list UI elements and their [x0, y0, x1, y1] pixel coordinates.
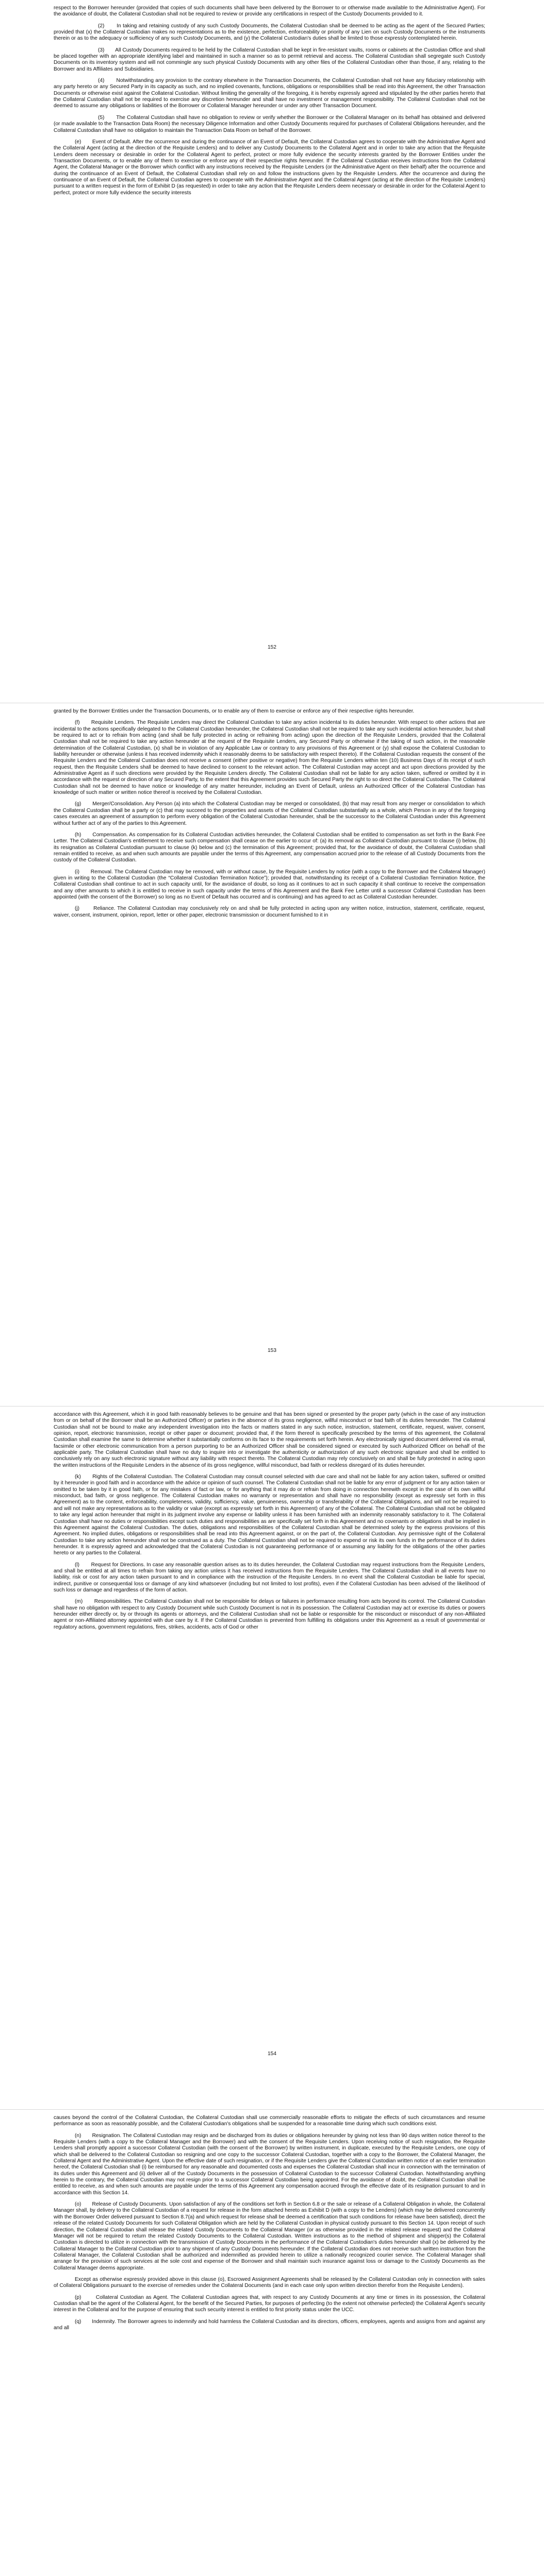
paragraph-custodian-as-agent: (p) Collateral Custodian as Agent. The Collateral Custodian agrees that, with respect to any Custody Documents at any time or times in its possession, the Collateral Custodian shall be the agent of the Collateral Agent, for the benefit of the Secured Parties, for purposes of perfecting (to the extent not otherwise perfected) the Collateral Agent's security interest in the Collateral and for the purpose of ensuring that such security interest is entitled to first priority status under the UCC.	[54, 2294, 485, 2313]
paragraph-continuation: causes beyond the control of the Collateral Custodian, the Collateral Custodian shall use commercially reasonable efforts to mitigate the effects of such circumstances and resume performance as soon as reasonably possible, and the Collateral Custodian's obligations shall be suspended for a reasonable time during which such conditions exist.	[54, 2115, 485, 2127]
document-page-154	[0, 1406, 544, 2110]
document-page-152	[0, 0, 544, 703]
page-number: 153	[268, 1347, 276, 1353]
paragraph-continuation: granted by the Borrower Entities under the Transaction Documents, or to enable any of them to exercise or enforce any of their respective rights hereunder.	[54, 708, 415, 714]
paragraph-clause-5: (5) The Collateral Custodian shall have no obligation to review or verify whether the Borrower or the Collateral Manager on its behalf has obtained and delivered (or made available to the Transaction Data Room) the necessary Diligence Information and other Custody Documents required for purchases of Collateral Obligations hereunder, and the Collateral Custodian shall have no obligation to maintain the Transaction Data Room on behalf of the Borrower.	[54, 114, 485, 133]
paragraph-indemnity: (q) Indemnity. The Borrower agrees to indemnify and hold harmless the Collateral Custodian and its directors, officers, employees, agents and assigns from and against any and all	[54, 2318, 485, 2331]
paragraph-responsibilities: (m) Responsibilities. The Collateral Custodian shall not be responsible for delays or failures in performance resulting from acts beyond its control. The Collateral Custodian shall have no obligation with respect to any Custody Document while such Custody Document is not in its possession. The Collateral Custodian may act or exercise its duties or powers hereunder either directly or, by or through its agents or attorneys, and the Collateral Custodian shall not be liable or responsible for the misconduct or misconduct of any non-Affiliated agent or non-Affiliated attorney appointed with due care by it. If the Collateral Custodian is prevented from fulfilling its obligations under this Agreement as a result of governmental or regulatory actions, government regulations, fires, strikes, accidents, acts of God or other	[54, 1599, 485, 1630]
paragraph-requisite-lenders: (f) Requisite Lenders. The Requisite Lenders may direct the Collateral Custodian to take any action incidental to its duties hereunder. With respect to other actions that are incidental to the actions specifically delegated to the Collateral Custodian hereunder, the Collateral Custodian shall not be required to take any such incidental action hereunder, but shall be required to act or to refrain from acting (and shall be fully protected in acting or refraining from acting) upon the direction of the Requisite Lenders, provided that the Collateral Custodian shall not be required to take any action hereunder at the request of the Requisite Lenders, any Secured Party or otherwise if the taking of such action, in the reasonable determination of the Collateral Custodian, (x) shall be in violation of any Applicable Law or contrary to any provisions of this Agreement or (y) shall expose the Collateral Custodian to liability hereunder or otherwise (unless it has received indemnity which it reasonably deems to be satisfactory with respect thereto). If the Collateral Custodian requests the consent of the Requisite Lenders and the Collateral Custodian does not receive a consent (either positive or negative) from the Requisite Lenders within ten (10) Business Days of its receipt of such request, then the Requisite Lenders shall be deemed to have declined to consent to the relevant action. The Collateral Custodian may accept and act upon directions provided by the Administrative Agent as if such directions were provided by the Requisite Lenders directly. The Collateral Custodian shall not be liable for any action taken, suffered or omitted by it in accordance with the request or direction of any Secured Party, to the extent that this Agreement provides such Secured Party the right to so direct the Collateral Custodian. The Collateral Custodian shall not be deemed to have notice or knowledge of any matter hereunder, including an Event of Default, unless an Authorized Officer of the Collateral Custodian has knowledge of such matter or written notice thereof is received by the Collateral Custodian.	[54, 720, 485, 796]
paragraph-request-for-directions: (l) Request for Directions. In case any reasonable question arises as to its duties hereunder, the Collateral Custodian may request instructions from the Requisite Lenders, and shall be entitled at all times to refrain from taking any action unless it has received instructions from the Requisite Lenders. The Collateral Custodian shall in all events have no liability, risk or cost for any action taken pursuant to and in compliance with the instruction of the Requisite Lenders. In no event shall the Collateral Custodian be liable for special, indirect, punitive or consequential loss or damage of any kind whatsoever (including but not limited to lost profits), even if the Collateral Custodian has been advised of the likelihood of such loss or damage and regardless of the form of action.	[54, 1562, 485, 1593]
paragraph-rights-of-custodian: (k) Rights of the Collateral Custodian. The Collateral Custodian may consult counsel selected with due care and shall not be liable for any action taken, suffered or omitted by it hereunder in good faith and in accordance with the advice or opinion of such counsel. The Collateral Custodian shall not be liable for any error of judgment or for any action taken or omitted to be taken by it in good faith, or for any mistakes of fact or law, or for anything that it may do or refrain from doing in connection herewith except in the case of its own willful misconduct, bad faith, or gross negligence. The Collateral Custodian makes no warranty or representation and shall have no responsibility (except as expressly set forth in this Agreement) as to the content, enforceability, completeness, validity, sufficiency, value, genuineness, ownership or transferability of the Collateral Obligations, and will not be required to and will not make any representations as to the validity or value (except as expressly set forth in this Agreement) of any of the Collateral. The Collateral Custodian shall not be obligated to take any legal action hereunder that might in its judgment involve any expense or liability unless it has been furnished with an indemnity reasonably satisfactory to it. The Collateral Custodian shall have no duties or responsibilities except such duties and responsibilities as are specifically set forth in this Agreement and no covenants or obligations shall be implied in this Agreement against the Collateral Custodian. The duties, obligations and responsibilities of the Collateral Custodian shall be determined solely by the express provisions of this Agreement. No implied duties, obligations or responsibilities shall be read into this Agreement against, or on the part of, the Collateral Custodian. Any permissive right of the Collateral Custodian to take any action hereunder shall not be construed as a duty. The Collateral Custodian shall not be required to expend or risk its own funds in the performance of its duties hereunder. It is expressly agreed and acknowledged that the Collateral Custodian is not guaranteeing performance of or assuming any liability for the obligations of the other parties hereto or any parties to the Collateral.	[54, 1474, 485, 1556]
paragraph-clause-4: (4) Notwithstanding any provision to the contrary elsewhere in the Transaction Documents, the Collateral Custodian shall not have any fiduciary relationship with any party hereto or any Secured Party in its capacity as such, and no implied covenants, functions, obligations or responsibilities shall be read into this Agreement, the other Transaction Documents or otherwise exist against the Collateral Custodian. Without limiting the generality of the foregoing, it is hereby expressly agreed and stipulated by the other parties hereto that the Collateral Custodian shall not be required to exercise any discretion hereunder and shall have no investment or management responsibility. The Collateral Custodian shall not be deemed to assume any obligations or liabilities of the Borrower or Collateral Manager hereunder or under any other Transaction Document.	[54, 78, 485, 109]
paragraph-escrowed-assignments: Except as otherwise expressly provided above in this clause (o), Escrowed Assignment Agreements shall be released by the Collateral Custodian only in connection with sales of Collateral Obligations pursuant to the exercise of remedies under the Collateral Documents (and in each case only upon written direction therefor from the Requisite Lenders).	[54, 2276, 485, 2289]
document-page-153	[0, 703, 544, 1406]
page-number: 152	[268, 644, 276, 650]
paragraph-merger-consolidation: (g) Merger/Consolidation. Any Person (a) into which the Collateral Custodian may be merged or consolidated, (b) that may result from any merger or consolidation to which the Collateral Custodian shall be a party or (c) that may succeed to the properties and assets of the Collateral Custodian substantially as a whole, which Person in any of the foregoing cases executes an agreement of assumption to perform every obligation of the Collateral Custodian hereunder, shall be the successor to the Collateral Custodian under this Agreement without further act of any of the parties to this Agreement.	[54, 801, 485, 826]
paragraph-release-of-documents: (o) Release of Custody Documents. Upon satisfaction of any of the conditions set forth in Section 6.8 or the sale or release of a Collateral Obligation in whole, the Collateral Manager shall, by delivery to the Collateral Custodian of a request for release in the form attached hereto as Exhibit D (with a copy to the Lenders) (which may be delivered concurrently with the Borrower Order delivered pursuant to Section 8.7(a) and which request for release shall be deemed a certification that such conditions for release have been satisfied), direct the release of the related Custody Documents for such Collateral Obligation which are held by the Collateral Custodian in physical custody pursuant to this Section 14. Upon receipt of such direction, the Collateral Custodian shall release the related Custody Documents to the Collateral Manager (or as otherwise provided in the related release request) and the Collateral Manager will not be required to return the related Custody Documents to the Collateral Custodian. Written instructions as to the method of shipment and shipper(s) the Collateral Custodian is directed to utilize in connection with the transmission of Custody Documents in the performance of the Collateral Custodian's duties hereunder shall (x) be delivered by the Collateral Manager to the Collateral Custodian prior to any shipment of any Custody Documents hereunder. If the Collateral Custodian does not receive such written instruction from the Collateral Manager, the Collateral Custodian shall be authorized and indemnified as provided herein to utilize a nationally recognized courier service. The Collateral Manager shall arrange for the provision of such services at the sole cost and expense of the Borrower and shall maintain such insurance against loss or damage to the Custody Documents as the Collateral Manager deems appropriate.	[54, 2201, 485, 2271]
paragraph-event-of-default: (e) Event of Default. After the occurrence and during the continuance of an Event of Default, the Collateral Custodian agrees to cooperate with the Administrative Agent and the Collateral Agent (acting at the direction of the Requisite Lenders) and to deliver any Custody Documents to the Collateral Agent and in order to take any action that the Requisite Lenders deem necessary or desirable in order for the Collateral Agent to perfect, protect or more fully evidence the security interests granted by the Borrower Entities under the Transaction Documents, or to enable any of them to exercise or enforce any of their respective rights hereunder. If the Collateral Custodian receives instructions from the Collateral Agent, the Collateral Manager or the Borrower which conflict with any instructions received by the Requisite Lenders (or the Administrative Agent on their behalf) after the occurrence and during the continuance of an Event of Default, the Collateral Custodian shall rely on and follow the instructions given by the Requisite Lenders. After the occurrence and during the continuance of an Event of Default, the Collateral Custodian agrees to cooperate with the Administrative Agent and the Collateral Agent (acting at the direction of the Requisite Lenders) pursuant to a written request in the form of Exhibit D (as requested) in order to take any action that the Requisite Lenders deem necessary or desirable in order for the Collateral Agent to perfect, protect or more fully evidence the security interests	[54, 139, 485, 196]
page-number: 154	[268, 2050, 276, 2057]
paragraph-continuation: accordance with this Agreement, which it in good faith reasonably believes to be genuine and that has been signed or presented by the proper party (which in the case of any instruction from or on behalf of the Borrower shall be an Authorized Officer) or parties in the absence of its gross negligence, willful misconduct or bad faith of its duties hereunder. The Collateral Custodian shall not be bound to make any independent investigation into the facts or matters stated in any such notice, instruction, statement, certificate, request, waiver, consent, opinion, report, electronic transmission, receipt or other paper or document; provided that, if the form thereof is specifically prescribed by the terms of this agreement, the Collateral Custodian shall examine the same to determine whether it substantially conforms on its face to the requirements set forth herein. Any electronically signed document delivered via email, facsimile or other electronic communication from a person purporting to be an Authorized Officer shall be considered signed or executed by such Authorized Officer on behalf of the applicable party. The Collateral Custodian shall have no duty to inquire into or investigate the authenticity or authorization of any such electronic signature and shall be entitled to conclusively rely on any such electronic signature without any liability with respect thereto. The Collateral Custodian may rely conclusively on and shall be fully protected in acting upon the written instructions of the Requisite Lenders in the absence of its gross negligence, willful misconduct, bad faith or reckless disregard of its duties hereunder.	[54, 1412, 485, 1468]
paragraph-reliance: (j) Reliance. The Collateral Custodian may conclusively rely on and shall be fully protected in acting upon any written notice, instruction, statement, certificate, request, waiver, consent, instrument, opinion, report, letter or other paper, electronic transmission or document furnished to it in	[54, 906, 485, 918]
paragraph-resignation: (n) Resignation. The Collateral Custodian may resign and be discharged from its duties or obligations hereunder by giving not less than 90 days written notice thereof to the Requisite Lenders (with a copy to the Collateral Manager and the Borrower) and with the consent of the Requisite Lenders. Upon receiving notice of such resignation, the Requisite Lenders shall promptly appoint a successor Collateral Custodian (with the consent of the Borrower) by written instrument, in duplicate, executed by the Requisite Lenders, one copy of which shall be delivered to the Collateral Custodian so resigning and one copy to the successor Collateral Custodian, together with a copy to the Borrower, the Collateral Manager, the Collateral Agent and the Administrative Agent. Upon the effective date of such resignation, or if the Requisite Lenders give the Collateral Custodian written notice of an earlier termination hereof, the Collateral Custodian shall (i) be reimbursed for any reasonable and documented costs and expenses the Collateral Custodian shall incur in connection with the termination of its duties under this Agreement and (ii) deliver all of the Custody Documents in the possession of Collateral Custodian to the successor Collateral Custodian. Notwithstanding anything herein to the contrary, the Collateral Custodian may not resign prior to a successor Collateral Custodian being appointed. For the avoidance of doubt, the Collateral Custodian shall be entitled to receive, as and when such amounts are payable under the terms of this Agreement any compensation accrued through the effective date of its resignation pursuant to and in accordance with this Section 14.	[54, 2132, 485, 2196]
paragraph-compensation: (h) Compensation. As compensation for its Collateral Custodian activities hereunder, the Collateral Custodian shall be entitled to compensation as set forth in the Bank Fee Letter. The Collateral Custodian's entitlement to receive such compensation shall cease on the earlier to occur of: (a) its removal as Collateral Custodian pursuant to clause (i) below, (b) its resignation as Collateral Custodian pursuant to clause (k) below and (c) the termination of this Agreement; provided that, for the avoidance of doubt, the Collateral Custodian shall remain entitled to receive, as and when such amounts are payable under the terms of this Agreement, any compensation accrued prior to the release of all Custody Documents from the custody of the Collateral Custodian.	[54, 832, 485, 863]
paragraph-clause-2: (2) In taking and retaining custody of any such Custody Documents, the Collateral Custodian shall be deemed to be acting as the agent of the Secured Parties; provided that (x) the Collateral Custodian makes no representations as to the existence, perfection, enforceability or priority of any Lien on such Custody Documents or the instruments therein or as to the adequacy or sufficiency of any such Custody Documents, and (y) the Collateral Custodian's duties shall be limited to those expressly contemplated herein.	[54, 23, 485, 42]
document-page-155	[0, 2110, 544, 2576]
paragraph-continuation: respect to the Borrower hereunder (provided that copies of such documents shall have been delivered by the Borrower to or otherwise made available to the Administrative Agent). For the avoidance of doubt, the Collateral Custodian shall not be required to review or provide any certifications in respect of the Custody Documents provided to it.	[54, 5, 485, 18]
paragraph-removal: (i) Removal. The Collateral Custodian may be removed, with or without cause, by the Requisite Lenders by notice (with a copy to the Borrower and the Collateral Manager) given in writing to the Collateral Custodian (the “Collateral Custodian Termination Notice”); provided that, notwithstanding its receipt of a Collateral Custodian Termination Notice, the Collateral Custodian shall continue to act in such capacity until, for the avoidance of doubt, so long as it continues to act in such capacity it shall continue to receive the compensation and any other amounts to which it is entitled to receive in such capacity under the terms of this Agreement and the Bank Fee Letter until a successor Collateral Custodian has been appointed (with the consent of the Borrower) so long as no Event of Default has occurred and is continuing) and has agreed to act as Collateral Custodian hereunder.	[54, 869, 485, 900]
paragraph-clause-3: (3) All Custody Documents required to be held by the Collateral Custodian shall be kept in fire-resistant vaults, rooms or cabinets at the Custodian Office and shall be placed together with an appropriate identifying label and maintained in such a manner so as to permit retrieval and access. The Collateral Custodian shall segregate such Custody Documents on its inventory system and will not commingle any such physical Custody Documents with any other files of the Collateral Custodian other than those, if any, relating to the Borrower and its Affiliates and Subsidiaries.	[54, 47, 485, 72]
